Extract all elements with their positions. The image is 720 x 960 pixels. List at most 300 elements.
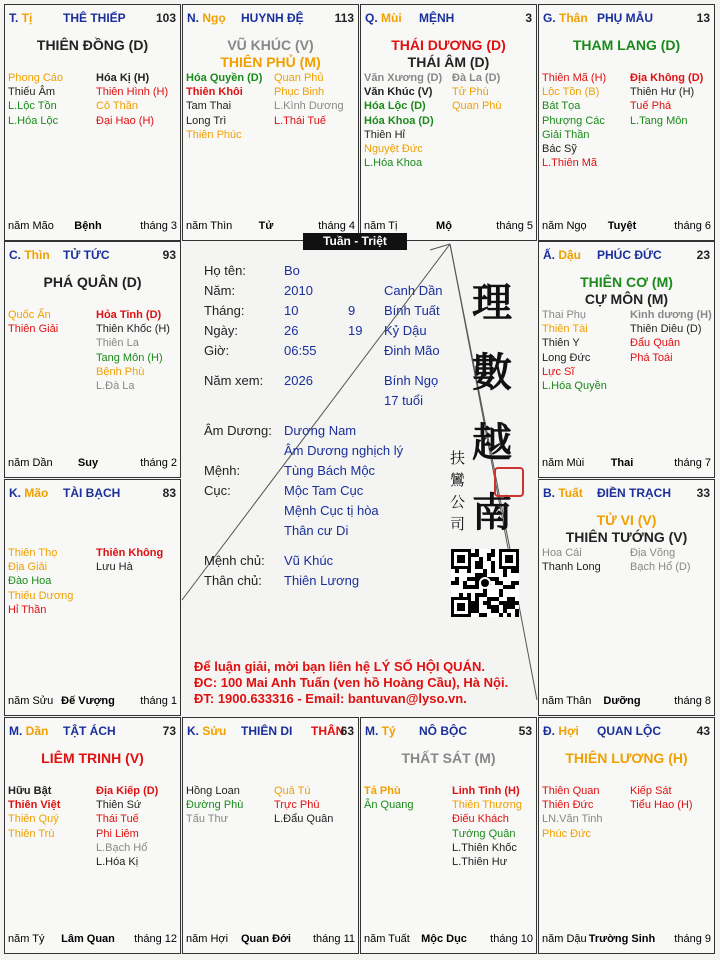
earthly-branch xyxy=(543,248,581,262)
main-stars xyxy=(5,37,180,54)
trang-sinh-stage: Quan Đới xyxy=(241,933,291,945)
aux-star: Tấu Thư xyxy=(186,813,229,826)
aux-star: Đẩu Quân xyxy=(630,337,681,350)
palace-name: MỆNH xyxy=(419,11,455,25)
trang-sinh-stage: Dưỡng xyxy=(603,695,641,707)
trang-sinh-stage: Suy xyxy=(77,457,99,469)
aux-star: LN.Văn Tinh xyxy=(542,813,603,826)
aux-star: L.Đà La xyxy=(96,380,135,393)
info-label: Tháng: xyxy=(204,303,245,318)
aux-star: Giải Thần xyxy=(542,128,590,141)
auxiliary-stars-left xyxy=(8,308,94,336)
info-label: Ngày: xyxy=(204,323,238,338)
aux-star: Thiên Hỉ xyxy=(364,128,405,141)
palace-footer xyxy=(186,933,355,947)
heavenly-stem: Đ. xyxy=(543,724,559,738)
palace-cell-suu[interactable] xyxy=(182,717,359,954)
aux-star: L.Hóa Quyền xyxy=(542,380,607,393)
palace-header xyxy=(543,486,710,502)
aux-star: Thiên Sứ xyxy=(96,799,142,812)
trang-sinh-stage: Thai xyxy=(610,457,634,469)
auxiliary-stars-left xyxy=(542,71,628,170)
trang-sinh-stage: Lâm Quan xyxy=(61,933,115,945)
aux-star: Thiên Hình (H) xyxy=(96,86,169,99)
trang-sinh-stage: Trường Sinh xyxy=(588,933,656,945)
dai-han-number: 13 xyxy=(696,11,710,25)
main-star: THÁI ÂM (D) xyxy=(407,54,490,70)
earthly-branch-name: Thân xyxy=(559,11,588,25)
aux-star: L.Hóa Khoa xyxy=(364,157,423,170)
aux-star: Thiên Quý xyxy=(8,813,59,826)
main-stars xyxy=(361,37,536,71)
luu-nien-year: năm Thìn xyxy=(186,220,233,232)
aux-star: Tiểu Hao (H) xyxy=(630,799,693,812)
heavenly-stem: M. xyxy=(365,724,382,738)
luu-nguyet-month: tháng 10 xyxy=(490,933,533,945)
aux-star: Thiên Quan xyxy=(542,785,600,797)
palace-cell-mui[interactable] xyxy=(360,4,537,241)
trang-sinh-stage: Mộc Dục xyxy=(421,933,467,945)
main-stars xyxy=(361,750,536,767)
aux-star: Phá Toái xyxy=(630,351,673,364)
main-stars xyxy=(539,512,714,546)
palace-footer xyxy=(8,457,177,471)
auxiliary-stars-left xyxy=(8,784,94,841)
center-info-panel xyxy=(182,241,537,717)
palace-footer xyxy=(8,933,177,947)
aux-star: Thiên Tài xyxy=(542,323,588,336)
aux-star: Bạch Hổ (D) xyxy=(630,561,691,574)
dai-han-number: 3 xyxy=(525,11,532,25)
dai-han-number: 63 xyxy=(340,724,354,738)
dai-han-number: 103 xyxy=(155,11,176,25)
main-star: VŨ KHÚC (V) xyxy=(227,37,314,53)
heavenly-stem: M. xyxy=(9,724,26,738)
qr-code xyxy=(451,549,519,617)
main-star: PHÁ QUÂN (D) xyxy=(43,274,142,290)
palace-footer xyxy=(8,220,177,234)
can-chi-value: Kỷ Dậu xyxy=(384,323,427,338)
auxiliary-stars-left xyxy=(8,71,94,128)
aux-star: Ân Quang xyxy=(364,799,414,812)
earthly-branch-name: Dần xyxy=(25,724,49,738)
palace-footer xyxy=(542,457,711,471)
aux-star: Thiên Đức xyxy=(542,799,594,812)
main-stars xyxy=(5,750,180,767)
dai-han-number: 113 xyxy=(334,11,354,25)
earthly-branch xyxy=(187,724,226,738)
palace-cell-ty[interactable] xyxy=(360,717,537,954)
aux-star: L.Hóa Kị xyxy=(96,856,139,869)
palace-name: HUYNH ĐỆ xyxy=(241,11,304,25)
heavenly-stem: K. xyxy=(9,486,25,500)
auxiliary-stars-left xyxy=(186,784,272,827)
auxiliary-stars-right xyxy=(96,546,182,574)
trang-sinh-stage: Bệnh xyxy=(74,220,102,232)
aux-star: Thiếu Dương xyxy=(8,589,74,602)
dai-han-number: 93 xyxy=(162,248,176,262)
luu-nguyet-month: tháng 1 xyxy=(140,695,177,707)
aux-star: L.Lộc Tồn xyxy=(8,100,57,113)
auxiliary-stars-left xyxy=(364,71,450,170)
palace-footer xyxy=(364,220,533,234)
main-stars xyxy=(183,37,358,71)
info-label: Họ tên: xyxy=(204,263,246,278)
auxiliary-stars-left xyxy=(8,546,94,617)
earthly-branch xyxy=(9,724,48,738)
am-duong-value: Âm Dương nghịch lý xyxy=(284,443,404,458)
palace-footer xyxy=(186,220,355,234)
luu-nguyet-month: tháng 7 xyxy=(674,457,711,469)
main-star: CỰ MÔN (M) xyxy=(584,291,669,307)
palace-cell-than[interactable] xyxy=(538,4,715,241)
earthly-branch-name: Tuất xyxy=(558,486,583,500)
palace-header xyxy=(543,724,710,740)
main-star: THIÊN CƠ (M) xyxy=(580,274,673,290)
luu-nien-year: năm Tị xyxy=(364,220,398,232)
palace-header xyxy=(9,486,176,502)
main-star: THIÊN TƯỚNG (V) xyxy=(565,529,688,545)
red-seal-stamp xyxy=(494,467,524,497)
aux-star: Phúc Đức xyxy=(542,827,591,840)
aux-star: Hóa Kị (H) xyxy=(96,72,150,84)
auxiliary-stars-left xyxy=(364,784,450,812)
luu-nien-year: năm Sửu xyxy=(8,695,54,707)
heavenly-stem: B. xyxy=(543,486,559,500)
aux-star: Thái Tuế xyxy=(96,813,139,826)
seal-char: 鸞 xyxy=(450,471,466,489)
palace-header xyxy=(9,724,176,740)
tuan-triet-label: Tuần - Triệt xyxy=(303,233,407,250)
aux-star: Thiên Phúc xyxy=(186,128,242,141)
luu-nien-year: năm Thân xyxy=(542,695,592,707)
palace-header xyxy=(187,11,354,27)
palace-header xyxy=(365,11,532,27)
earthly-branch-name: Thìn xyxy=(24,248,50,262)
luu-nien-year: năm Tý xyxy=(8,933,45,945)
main-star: THIÊN ĐỒNG (D) xyxy=(36,37,149,53)
luu-nguyet-month: tháng 4 xyxy=(318,220,355,232)
earthly-branch-name: Sửu xyxy=(202,724,227,738)
earthly-branch xyxy=(365,11,402,25)
palace-header xyxy=(543,11,710,27)
aux-star: Long Trì xyxy=(186,114,227,127)
luu-nien-year: năm Hợi xyxy=(186,933,229,945)
info-value: 2010 xyxy=(284,283,313,298)
aux-star: Thiên Giải xyxy=(8,323,59,336)
aux-star: Hoa Cái xyxy=(542,547,582,559)
aux-star: Thiên Y xyxy=(542,337,580,350)
aux-star: Phượng Các xyxy=(542,114,605,127)
aux-star: Bệnh Phù xyxy=(96,365,145,378)
aux-star: Quan Phủ xyxy=(274,72,324,84)
main-star: THẤT SÁT (M) xyxy=(401,750,496,766)
palace-name: TẬT ÁCH xyxy=(63,724,116,738)
palace-footer xyxy=(364,933,533,947)
aux-star: Đà La (D) xyxy=(452,72,501,84)
cuc-value: Mộc Tam Cục xyxy=(284,483,364,498)
aux-star: L.Thái Tuế xyxy=(274,114,326,127)
palace-name: TÀI BẠCH xyxy=(63,486,121,500)
aux-star: Tuế Phá xyxy=(630,100,672,113)
main-stars xyxy=(539,37,714,54)
luu-nguyet-month: tháng 8 xyxy=(674,695,711,707)
seal-char: 扶 xyxy=(450,449,466,467)
menh-chu-value: Vũ Khúc xyxy=(284,553,334,568)
aux-star: Thiên Hư (H) xyxy=(630,86,695,99)
aux-star: Văn Khúc (V) xyxy=(364,86,433,99)
earthly-branch xyxy=(187,11,226,25)
heavenly-stem: Q. xyxy=(365,11,382,25)
aux-star: Hồng Loan xyxy=(186,785,240,797)
am-duong-value: Dương Nam xyxy=(284,423,357,438)
main-star: THAM LANG (D) xyxy=(572,37,681,53)
main-star: THIÊN PHỦ (M) xyxy=(220,54,321,70)
info-label: Mệnh: xyxy=(204,463,241,478)
aux-star: Cô Thần xyxy=(96,100,138,113)
trang-sinh-stage: Mộ xyxy=(436,220,452,232)
info-label: Giờ: xyxy=(204,343,230,358)
aux-star: Thiên Khốc (H) xyxy=(96,323,170,336)
info-value: Bo xyxy=(284,263,300,278)
palace-header xyxy=(365,724,532,740)
palace-name: PHÚC ĐỨC xyxy=(597,248,662,262)
info-label: Năm: xyxy=(204,283,236,298)
earthly-branch xyxy=(9,11,32,25)
info-label: Cục: xyxy=(204,483,231,498)
aux-star: Thiếu Âm xyxy=(8,86,56,99)
aux-star: Lưu Hà xyxy=(96,561,133,574)
auxiliary-stars-left xyxy=(542,308,628,393)
main-stars xyxy=(539,274,714,308)
trang-sinh-stage: Tử xyxy=(258,220,274,232)
aux-star: Thiên Khôi xyxy=(186,86,243,99)
palace-footer xyxy=(542,695,711,709)
aux-star: Lộc Tồn (B) xyxy=(542,86,600,99)
aux-star: Hữu Bật xyxy=(8,785,52,797)
info-label: Mệnh chủ: xyxy=(204,553,265,568)
palace-header xyxy=(543,248,710,264)
aux-star: Hóa Lộc (D) xyxy=(364,100,426,113)
aux-star: Địa Giải xyxy=(8,561,48,574)
auxiliary-stars-left xyxy=(542,784,628,841)
than-chu-value: Thiên Lương xyxy=(284,573,360,588)
aux-star: L.Hóa Lộc xyxy=(8,114,59,127)
palace-name: THIÊN DI xyxy=(241,724,293,738)
earthly-branch-name: Mùi xyxy=(381,11,402,25)
calligraphy-char: 越 xyxy=(472,419,512,466)
luu-nguyet-month: tháng 3 xyxy=(140,220,177,232)
trang-sinh-stage: Đế Vượng xyxy=(61,695,115,707)
palace-cell-dau[interactable] xyxy=(538,241,715,478)
cuc-value: Thân cư Di xyxy=(284,523,349,538)
calligraphy-char: 理 xyxy=(472,279,512,326)
dai-han-number: 53 xyxy=(518,724,532,738)
calligraphy-char: 數 xyxy=(472,349,512,396)
earthly-branch-name: Mão xyxy=(24,486,49,500)
heavenly-stem: N. xyxy=(187,11,203,25)
luu-nien-year: năm Dậu xyxy=(542,933,587,945)
info-value: 10 xyxy=(284,303,299,318)
cuc-value: Mệnh Cục tị hòa xyxy=(284,503,379,518)
aux-star: Văn Xương (D) xyxy=(364,72,443,84)
luu-nien-year: năm Tuất xyxy=(364,933,410,945)
auxiliary-stars-right xyxy=(630,308,716,365)
main-star: TỬ VI (V) xyxy=(596,512,657,528)
earthly-branch xyxy=(543,11,588,25)
aux-star: Quan Phù xyxy=(452,100,502,113)
trang-sinh-stage: Tuyệt xyxy=(607,220,637,232)
dai-han-number: 83 xyxy=(162,486,176,500)
dai-han-number: 23 xyxy=(696,248,710,262)
aux-star: L.Thiên Hư xyxy=(452,856,508,869)
aux-star: L.Đẩu Quân xyxy=(274,813,334,826)
can-chi-value: Bính Ngọ xyxy=(384,373,439,388)
contact-line: ĐC: 100 Mai Anh Tuấn (ven hồ Hoàng Cầu), Hà Nội. xyxy=(194,675,509,690)
auxiliary-stars-right xyxy=(96,71,182,128)
aux-star: Tam Thai xyxy=(186,100,232,113)
aux-star: Thiên La xyxy=(96,337,139,350)
aux-star: Bác Sỹ xyxy=(542,143,577,156)
aux-star: Thiên Thương xyxy=(452,799,523,812)
luu-nien-year: năm Ngọ xyxy=(542,220,587,232)
palace-cell-hoi[interactable] xyxy=(538,717,715,954)
info-value: 26 xyxy=(284,323,299,338)
aux-star: Thiên Trù xyxy=(8,827,55,840)
main-star: LIÊM TRINH (V) xyxy=(41,750,144,766)
aux-star: Tử Phù xyxy=(452,86,489,99)
aux-star: Thiên Mã (H) xyxy=(542,72,607,84)
can-chi-value: Đinh Mão xyxy=(384,343,440,358)
aux-star: L.Kình Dương xyxy=(274,100,344,113)
aux-star: Phi Liêm xyxy=(96,827,139,840)
aux-star: Tướng Quân xyxy=(452,827,516,840)
palace-cell-ngo[interactable] xyxy=(182,4,359,241)
auxiliary-stars-left xyxy=(186,71,272,142)
earthly-branch xyxy=(9,486,48,500)
menh-value: Tùng Bách Mộc xyxy=(284,463,376,478)
can-chi-value: Canh Dần xyxy=(384,283,443,298)
main-star: THIÊN LƯƠNG (H) xyxy=(565,750,688,766)
aux-star: Thiên Việt xyxy=(8,799,61,812)
luu-nien-year: năm Mão xyxy=(8,220,54,232)
aux-star: Đào Hoa xyxy=(8,575,52,588)
age-value: 17 tuổi xyxy=(384,393,424,408)
lunar-value: 9 xyxy=(348,303,356,318)
aux-star: L.Bạch Hổ xyxy=(96,841,148,854)
heavenly-stem: K. xyxy=(187,724,203,738)
palace-footer xyxy=(542,220,711,234)
main-stars xyxy=(5,274,180,291)
seal-char: 公 xyxy=(450,493,466,511)
heavenly-stem: T. xyxy=(9,11,22,25)
aux-star: Kiếp Sát xyxy=(630,785,672,797)
auxiliary-stars-right xyxy=(452,784,538,869)
aux-star: Thanh Long xyxy=(542,561,601,574)
palace-name: TỬ TỨC xyxy=(63,248,110,262)
dai-han-number: 33 xyxy=(696,486,710,500)
aux-star: Lực Sĩ xyxy=(542,365,575,378)
aux-star: L.Thiên Mã xyxy=(542,157,598,170)
heavenly-stem: C. xyxy=(9,248,25,262)
palace-header xyxy=(9,11,176,27)
heavenly-stem: G. xyxy=(543,11,560,25)
palace-footer xyxy=(542,933,711,947)
lunar-value: 19 xyxy=(348,323,363,338)
aux-star: Phục Binh xyxy=(274,86,325,99)
luu-nguyet-month: tháng 2 xyxy=(140,457,177,469)
aux-star: Quốc Ấn xyxy=(8,309,51,321)
aux-star: Phong Cáo xyxy=(8,72,64,84)
info-label: Năm xem: xyxy=(204,373,264,388)
aux-star: Hóa Khoa (D) xyxy=(364,114,434,127)
contact-line: ĐT: 1900.633316 - Email: bantuvan@lyso.vn. xyxy=(194,691,467,706)
info-value: 2026 xyxy=(284,373,313,388)
aux-star: Đại Hao (H) xyxy=(96,114,155,127)
aux-star: Linh Tinh (H) xyxy=(452,785,520,797)
dai-han-number: 73 xyxy=(162,724,176,738)
contact-line: Để luận giải, mời bạn liên hệ LÝ SỐ HỘI QUÁN. xyxy=(194,659,485,674)
earthly-branch xyxy=(543,486,583,500)
aux-star: Kình dương (H) xyxy=(630,309,712,321)
aux-star: Long Đức xyxy=(542,351,591,364)
palace-cell-dan[interactable] xyxy=(4,717,181,954)
palace-name: QUAN LỘC xyxy=(597,724,661,738)
aux-star: Quả Tú xyxy=(274,785,311,797)
heavenly-stem: Ấ. xyxy=(543,248,559,262)
palace-cell-tuat[interactable] xyxy=(538,479,715,716)
auxiliary-stars-left xyxy=(542,546,628,574)
earthly-branch-name: Dậu xyxy=(558,248,582,262)
palace-cell-mao[interactable] xyxy=(4,479,181,716)
palace-header xyxy=(9,248,176,264)
aux-star: Nguyệt Đức xyxy=(364,143,423,156)
aux-star: L.Tang Môn xyxy=(630,114,688,127)
auxiliary-stars-right xyxy=(452,71,538,114)
than-marker: THÂN xyxy=(311,724,345,738)
auxiliary-stars-right xyxy=(274,71,360,128)
luu-nguyet-month: tháng 9 xyxy=(674,933,711,945)
info-label: Âm Dương: xyxy=(204,423,272,438)
earthly-branch xyxy=(365,724,396,738)
palace-cell-thin[interactable] xyxy=(4,241,181,478)
info-label: Thân chủ: xyxy=(204,573,262,588)
dai-han-number: 43 xyxy=(696,724,710,738)
aux-star: Thiên Diêu (D) xyxy=(630,323,702,336)
palace-name: ĐIỀN TRẠCH xyxy=(597,486,671,500)
palace-cell-ti[interactable] xyxy=(4,4,181,241)
earthly-branch-name: Tị xyxy=(21,11,33,25)
auxiliary-stars-right xyxy=(630,546,716,574)
aux-star: Tả Phù xyxy=(364,785,401,797)
earthly-branch-name: Ngọ xyxy=(202,11,226,25)
aux-star: Đường Phù xyxy=(186,799,244,812)
aux-star: Địa Không (D) xyxy=(630,72,704,84)
auxiliary-stars-right xyxy=(630,71,716,128)
palace-name: NÔ BỘC xyxy=(419,724,467,738)
aux-star: Tang Môn (H) xyxy=(96,351,163,364)
auxiliary-stars-right xyxy=(274,784,360,827)
auxiliary-stars-right xyxy=(96,784,182,869)
luu-nguyet-month: tháng 6 xyxy=(674,220,711,232)
aux-star: Địa Kiếp (D) xyxy=(96,785,159,797)
aux-star: Điếu Khách xyxy=(452,813,509,826)
aux-star: Hóa Quyền (D) xyxy=(186,72,263,84)
palace-header xyxy=(187,724,354,740)
luu-nguyet-month: tháng 12 xyxy=(134,933,177,945)
main-star: THÁI DƯƠNG (D) xyxy=(391,37,506,53)
auxiliary-stars-right xyxy=(630,784,716,812)
